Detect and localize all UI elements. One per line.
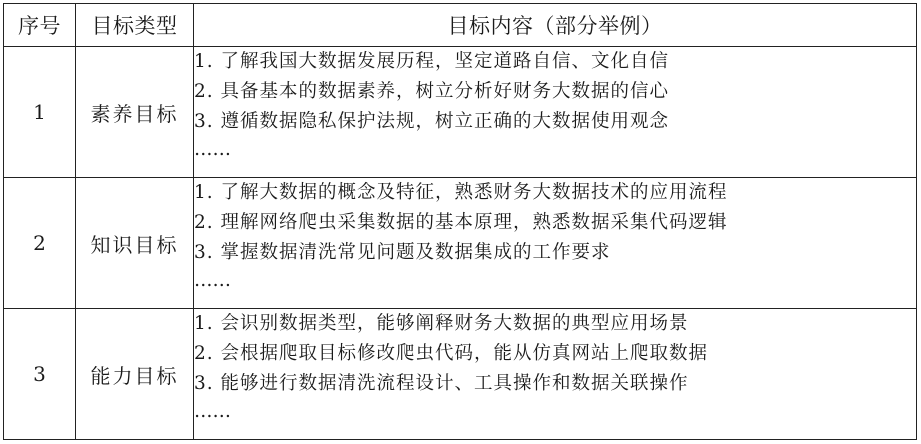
content-item: 1. 了解大数据的概念及特征，熟悉财务大数据技术的应用流程 (194, 182, 728, 203)
content-ellipsis: …… (194, 270, 231, 291)
table-row (4, 178, 917, 309)
content-item: 1. 了解我国大数据发展历程，坚定道路自信、文化自信 (194, 51, 670, 72)
content-ellipsis: …… (194, 139, 231, 160)
row-type: 能力目标 (76, 309, 194, 440)
header-row (4, 4, 917, 47)
row-type: 素养目标 (76, 47, 194, 178)
content-list (194, 47, 916, 163)
content-item: 2. 理解网络爬虫采集数据的基本原理，熟悉数据采集代码逻辑 (194, 212, 728, 233)
row-index: 2 (4, 178, 76, 309)
content-list (194, 178, 916, 294)
table-row (4, 309, 917, 440)
header-type: 目标类型 (76, 4, 194, 47)
content-list (194, 309, 916, 425)
table-row (4, 47, 917, 178)
content-item: 3. 遵循数据隐私保护法规，树立正确的大数据使用观念 (194, 111, 670, 132)
row-type: 知识目标 (76, 178, 194, 309)
content-item: 2. 会根据爬取目标修改爬虫代码，能从仿真网站上爬取数据 (194, 343, 709, 364)
content-item: 3. 能够进行数据清洗流程设计、工具操作和数据关联操作 (194, 373, 689, 394)
row-index: 3 (4, 309, 76, 440)
content-item: 1. 会识别数据类型，能够阐释财务大数据的典型应用场景 (194, 313, 689, 334)
row-content (194, 309, 917, 440)
content-item: 2. 具备基本的数据素养，树立分析好财务大数据的信心 (194, 81, 670, 102)
row-content (194, 178, 917, 309)
row-index: 1 (4, 47, 76, 178)
content-ellipsis: …… (194, 401, 231, 422)
content-item: 3. 掌握数据清洗常见问题及数据集成的工作要求 (194, 242, 611, 263)
goals-table (3, 3, 917, 440)
row-content (194, 47, 917, 178)
header-content: 目标内容（部分举例） (194, 4, 917, 47)
header-index: 序号 (4, 4, 76, 47)
